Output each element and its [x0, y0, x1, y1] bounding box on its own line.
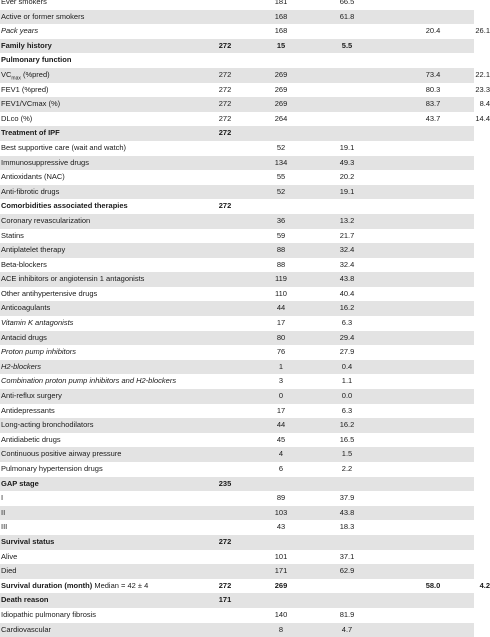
cell-v: 264 — [274, 113, 288, 123]
table-row — [0, 374, 474, 389]
cell-m: 83.7 — [425, 99, 441, 109]
cell-n: 171 — [218, 595, 232, 605]
cell-p: 20.2 — [339, 172, 355, 182]
cell-v: 17 — [276, 318, 286, 328]
cell-v: 15 — [276, 40, 286, 50]
cell-v: 44 — [276, 303, 286, 313]
row-label: Active or former smokers — [1, 11, 85, 21]
table-row — [0, 389, 474, 404]
cell-m: 58.0 — [425, 580, 441, 590]
cell-n: 272 — [218, 113, 232, 123]
row-label: Family history — [1, 40, 52, 50]
table-row — [0, 185, 474, 200]
cell-v: 103 — [274, 507, 288, 517]
cell-p: 81.9 — [339, 609, 355, 619]
cell-p: 21.7 — [339, 230, 355, 240]
cell-p: 43.8 — [339, 507, 355, 517]
row-label: Other antihypertensive drugs — [1, 288, 98, 298]
cell-v: 134 — [274, 157, 288, 167]
cell-v: 119 — [275, 274, 287, 284]
table-row — [0, 112, 490, 127]
row-label: Survival status — [1, 536, 55, 546]
cell-v: 88 — [276, 245, 286, 255]
row-label: FEV1 (%pred) — [1, 84, 49, 94]
row-label: $VC_{max}$ (%pred) — [1, 69, 50, 82]
cell-sd: 26.1 — [475, 26, 490, 36]
cell-p: 61.8 — [339, 11, 355, 21]
table-row — [0, 564, 474, 579]
cell-sd: 4.2 — [479, 580, 490, 590]
cell-p: 19.1 — [339, 142, 355, 152]
table-row — [0, 535, 474, 550]
table-row — [0, 462, 474, 477]
row-label: Ever smokers — [1, 0, 47, 6]
table-row — [0, 360, 474, 375]
cell-p: 66.5 — [339, 0, 355, 6]
cell-n: 272 — [218, 40, 232, 50]
row-label: Antidepressants — [1, 405, 55, 415]
cell-v: 3 — [278, 376, 284, 386]
row-label: Best supportive care (wait and watch) — [1, 142, 127, 152]
cell-v: 8 — [278, 624, 284, 634]
cell-p: 16.2 — [339, 420, 355, 430]
row-label: H2-blockers — [1, 361, 42, 371]
cell-n: 272 — [218, 580, 232, 590]
cell-v: 110 — [275, 288, 287, 298]
cell-m: 43.7 — [425, 113, 441, 123]
cell-v: 1 — [278, 361, 284, 371]
cell-v: 52 — [276, 186, 286, 196]
cell-p: 13.2 — [339, 215, 355, 225]
table-row — [0, 156, 474, 171]
cell-v: 101 — [274, 551, 288, 561]
cell-sd: 23.3 — [475, 84, 490, 94]
cell-n: 272 — [218, 84, 232, 94]
table-row — [0, 331, 474, 346]
table-row — [0, 623, 474, 637]
row-label: Cardiovascular — [1, 624, 52, 634]
cell-p: 40.4 — [339, 288, 355, 298]
row-label: FEV1/VCmax (%) — [1, 99, 61, 109]
row-label: Died — [1, 566, 17, 576]
table-row — [0, 404, 474, 419]
cell-p: 37.1 — [339, 551, 355, 561]
cell-v: 44 — [276, 420, 286, 430]
cell-n: 272 — [218, 536, 232, 546]
cell-p: 1.5 — [341, 449, 353, 459]
cell-v: 76 — [276, 347, 286, 357]
row-label: Pulmonary hypertension drugs — [1, 464, 103, 473]
cell-p: 6.3 — [341, 405, 353, 415]
cell-v: 0 — [278, 391, 284, 401]
cell-p: 0.4 — [341, 361, 353, 371]
cell-p: 16.5 — [339, 434, 355, 444]
row-label: Beta-blockers — [1, 259, 47, 269]
cell-n: 272 — [218, 69, 232, 79]
row-label: Antiplatelet therapy — [1, 245, 66, 255]
row-label: II — [1, 507, 6, 517]
row-label: Treatment of IPF — [1, 128, 60, 138]
table-row — [0, 83, 490, 98]
table-row — [0, 126, 474, 141]
row-label: Vitamin K antagonists — [1, 318, 74, 328]
table-row — [0, 520, 474, 535]
row-label: Antacid drugs — [1, 332, 47, 342]
cell-m: 80.3 — [425, 84, 441, 94]
cell-sd: 8.4 — [479, 99, 490, 109]
row-label: Death reason — [1, 595, 49, 605]
cell-m: 73.4 — [425, 69, 441, 79]
cell-n: 235 — [218, 478, 232, 488]
cell-v: 80 — [276, 332, 286, 342]
table-row — [0, 272, 474, 287]
table-row — [0, 199, 474, 214]
cell-v: 269 — [274, 580, 288, 590]
cell-v: 88 — [276, 259, 286, 269]
row-label: Anti-fibrotic drugs — [1, 186, 60, 196]
cell-p: 37.9 — [339, 493, 355, 503]
row-label: DLco (%) — [1, 113, 33, 123]
cell-v: 269 — [274, 84, 288, 94]
table-row — [0, 287, 474, 302]
table-row — [0, 53, 474, 68]
table-row — [0, 68, 490, 83]
table-row — [0, 0, 474, 10]
cell-v: 4 — [278, 449, 284, 459]
row-label: Combination proton pump inhibitors and H2-blockers — [1, 376, 177, 386]
table-row — [0, 433, 474, 448]
table-row — [0, 345, 474, 360]
table-row — [0, 10, 474, 25]
cell-p: 2.2 — [341, 464, 353, 473]
cell-v: 171 — [274, 566, 288, 576]
table-row — [0, 593, 474, 608]
cell-p: 5.5 — [341, 40, 353, 50]
table-row — [0, 97, 490, 112]
table-row — [0, 579, 490, 594]
cell-v: 269 — [274, 99, 288, 109]
cell-v: 36 — [276, 215, 286, 225]
cell-v: 52 — [276, 142, 286, 152]
cell-p: 32.4 — [339, 245, 355, 255]
table-row — [0, 243, 474, 258]
row-label: Pack years — [1, 26, 39, 36]
cell-n: 272 — [218, 99, 232, 109]
cell-v: 45 — [276, 434, 286, 444]
row-label: III — [1, 522, 8, 532]
table-row — [0, 214, 474, 229]
table-row — [0, 418, 474, 433]
row-label: Statins — [1, 230, 24, 240]
table-row — [0, 258, 474, 273]
row-label: Antidiabetic drugs — [1, 434, 61, 444]
table-row — [0, 506, 474, 521]
row-label: Alive — [1, 551, 18, 561]
cell-v: 59 — [276, 230, 286, 240]
cell-p: 1.1 — [341, 376, 353, 386]
row-label: Anticoagulants — [1, 303, 51, 313]
cell-p: 19.1 — [339, 186, 355, 196]
cell-v: 269 — [274, 69, 288, 79]
cell-p: 32.4 — [339, 259, 355, 269]
cell-m: 20.4 — [425, 26, 441, 36]
row-label: GAP stage — [1, 478, 39, 488]
row-label: ACE inhibitors or angiotensin 1 antagonists — [1, 274, 145, 284]
row-label: Idiopathic pulmonary fibrosis — [1, 609, 97, 619]
table-row — [0, 491, 474, 506]
cell-v: 55 — [276, 172, 286, 182]
row-label: Immunosuppressive drugs — [1, 157, 89, 167]
table-row — [0, 550, 474, 565]
cell-v: 43 — [276, 522, 286, 532]
table-row — [0, 39, 474, 54]
cell-v: 6 — [278, 464, 284, 473]
cell-p: 4.7 — [341, 624, 353, 634]
cell-v: 89 — [276, 493, 286, 503]
cell-v: 181 — [274, 0, 288, 6]
cell-sd: 14.4 — [475, 113, 490, 123]
cell-p: 43.8 — [339, 274, 355, 284]
row-label: Comorbidities associated therapies — [1, 201, 128, 211]
cell-p: 0.0 — [341, 391, 353, 401]
cell-p: 49.3 — [339, 157, 355, 167]
cell-v: 168 — [274, 26, 288, 36]
cell-sd: 22.1 — [475, 69, 490, 79]
table-row — [0, 316, 474, 331]
cell-n: 272 — [218, 128, 232, 138]
table-row — [0, 170, 474, 185]
row-label: Proton pump inhibitors — [1, 347, 77, 357]
cell-v: 17 — [276, 405, 286, 415]
cell-p: 29.4 — [339, 332, 355, 342]
cell-n: 272 — [218, 201, 232, 211]
table-row — [0, 447, 474, 462]
table-row — [0, 608, 474, 623]
cell-p: 16.2 — [339, 303, 355, 313]
table-row — [0, 477, 474, 492]
table-row — [0, 24, 490, 39]
cell-p: 6.3 — [341, 318, 353, 328]
table-row — [0, 229, 474, 244]
table-row — [0, 301, 474, 316]
row-label: I — [1, 493, 4, 503]
row-label: Survival duration (month) Median = 42 ± 4 — [1, 580, 149, 590]
cell-p: 62.9 — [339, 566, 355, 576]
cell-v: 168 — [274, 11, 288, 21]
table-row — [0, 141, 474, 156]
cell-v: 140 — [274, 609, 288, 619]
row-label: Coronary revascularization — [1, 215, 91, 225]
row-label: Long-acting bronchodilators — [1, 420, 94, 430]
cell-p: 18.3 — [339, 522, 355, 532]
row-label: Antioxidants (NAC) — [1, 172, 65, 182]
row-label: Pulmonary function — [1, 55, 72, 65]
row-label: Continuous positive airway pressure — [1, 449, 122, 459]
row-label: Anti-reflux surgery — [1, 391, 62, 401]
cell-p: 27.9 — [339, 347, 355, 357]
